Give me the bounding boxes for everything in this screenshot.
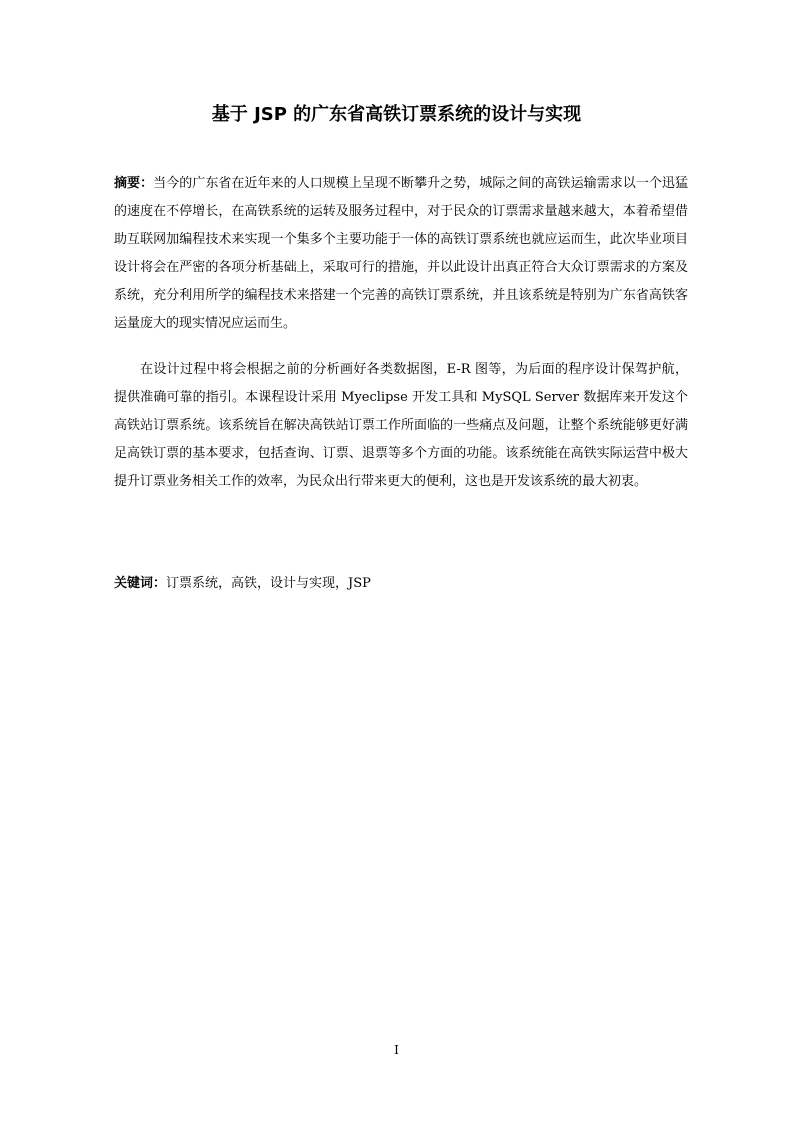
document-title: 基于 JSP 的广东省高铁订票系统的设计与实现 — [211, 104, 582, 125]
abstract-label: 摘要： — [114, 176, 154, 191]
abstract-paragraph-1 — [114, 170, 688, 338]
keywords-section — [114, 570, 688, 598]
abstract-text-1: 当今的广东省在近年来的人口规模上呈现不断攀升之势，城际之间的高铁运输需求以一个迅猛的速度在不停增长，在高铁系统的运转及服务过程中，对于民众的订票需求量越来越大，本着希望借助互联网加编程技术来实现一个集多个主要功能于一体的高铁订票系统也就应运而生，此次毕业项目设计将会在严密的各项分析基础上，采取可行的措施，并以此设计出真正符合大众订票需求的方案及系统，充分利用所学的编程技术来搭建一个完善的高铁订票系统，并且该系统是特别为广东省高铁客运量庞大的现实情况应运而生。 — [114, 176, 688, 331]
keywords-label: 关键词： — [114, 576, 167, 591]
keywords-text: 订票系统，高铁，设计与实现，JSP — [166, 576, 371, 591]
page-number: I — [394, 1043, 399, 1057]
keywords-line — [114, 570, 688, 598]
abstract-section-continued — [114, 356, 688, 496]
abstract-paragraph-2: 在设计过程中将会根据之前的分析画好各类数据图，E-R 图等，为后面的程序设计保驾护航，提供准确可靠的指引。本课程设计采用 Myeclipse 开发工具和 MySQL Server 数据库来开发这个高铁站订票系统。该系统旨在解决高铁站订票工作所面临的一些痛点及问题，让整个系统能够更好满足高铁订票的基本要求，包括查询、订票、退票等多个方面的功能。该系统能在高铁实际运营中极大提升订票业务相关工作的效率，为民众出行带来更大的便利，这也是开发该系统的最大初衷。 — [114, 362, 688, 489]
abstract-section — [114, 170, 688, 338]
